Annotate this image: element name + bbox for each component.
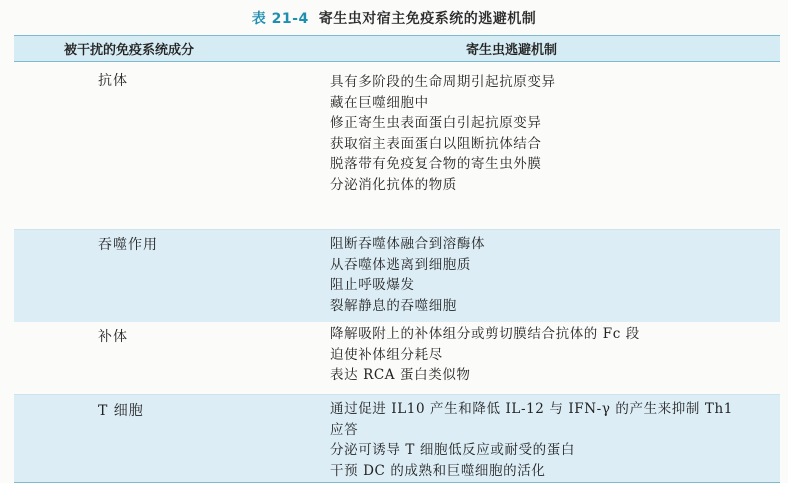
evasion-table bbox=[14, 35, 780, 483]
mechanism-line: 降解吸附上的补体组分或剪切膜结合抗体的 Fc 段 bbox=[330, 326, 640, 342]
row-mechanisms bbox=[14, 230, 780, 322]
mechanism-line: 表达 RCA 蛋白类似物 bbox=[330, 367, 471, 383]
header-component: 被干扰的免疫系统成分 bbox=[64, 43, 195, 58]
table-row bbox=[14, 322, 780, 395]
mechanism-line: 修正寄生虫表面蛋白引起抗原变异 bbox=[330, 115, 542, 131]
mechanism-line: 从吞噬体逃离到细胞质 bbox=[330, 256, 471, 273]
mechanism-line: 迫使补体组分耗尽 bbox=[330, 346, 443, 363]
mechanism-line: 干预 DC 的成熟和巨噬细胞的活化 bbox=[330, 462, 546, 479]
row-mechanisms bbox=[14, 322, 780, 394]
mechanism-line: 具有多阶段的生命周期引起抗原变异 bbox=[330, 74, 556, 90]
mechanism-line: 阻止呼吸爆发 bbox=[330, 277, 415, 293]
row-component: 补体 bbox=[98, 329, 128, 345]
mechanism-line: 脱落带有免疫复合物的寄生虫外膜 bbox=[330, 156, 542, 172]
row-component: T 细胞 bbox=[98, 403, 144, 419]
table-row bbox=[14, 62, 780, 230]
header-mechanism: 寄生虫逃避机制 bbox=[466, 43, 558, 58]
row-component: 抗体 bbox=[98, 73, 128, 89]
mechanism-line: 分泌消化抗体的物质 bbox=[330, 176, 457, 193]
mechanism-line: 获取宿主表面蛋白以阻断抗体结合 bbox=[330, 135, 542, 152]
mechanism-line: 藏在巨噬细胞中 bbox=[330, 94, 429, 111]
mechanism-line: 通过促进 IL10 产生和降低 IL-12 与 IFN-γ 的产生来抑制 Th1 bbox=[330, 401, 733, 417]
table-number: 表 21-4 bbox=[251, 11, 309, 27]
table-caption bbox=[0, 8, 788, 28]
mechanism-line: 裂解静息的吞噬细胞 bbox=[330, 297, 457, 314]
table-title: 寄生虫对宿主免疫系统的逃避机制 bbox=[318, 11, 537, 27]
table-row bbox=[14, 230, 780, 322]
mechanism-line: 应答 bbox=[330, 421, 359, 438]
mechanism-line: 阻断吞噬体融合到溶酶体 bbox=[330, 236, 486, 252]
mechanism-line: 分泌可诱导 T 细胞低反应或耐受的蛋白 bbox=[330, 442, 575, 458]
table-header bbox=[14, 35, 780, 62]
row-mechanisms bbox=[14, 62, 780, 229]
row-mechanisms bbox=[14, 395, 780, 482]
table-row bbox=[14, 395, 780, 483]
row-component: 吞噬作用 bbox=[98, 237, 158, 253]
